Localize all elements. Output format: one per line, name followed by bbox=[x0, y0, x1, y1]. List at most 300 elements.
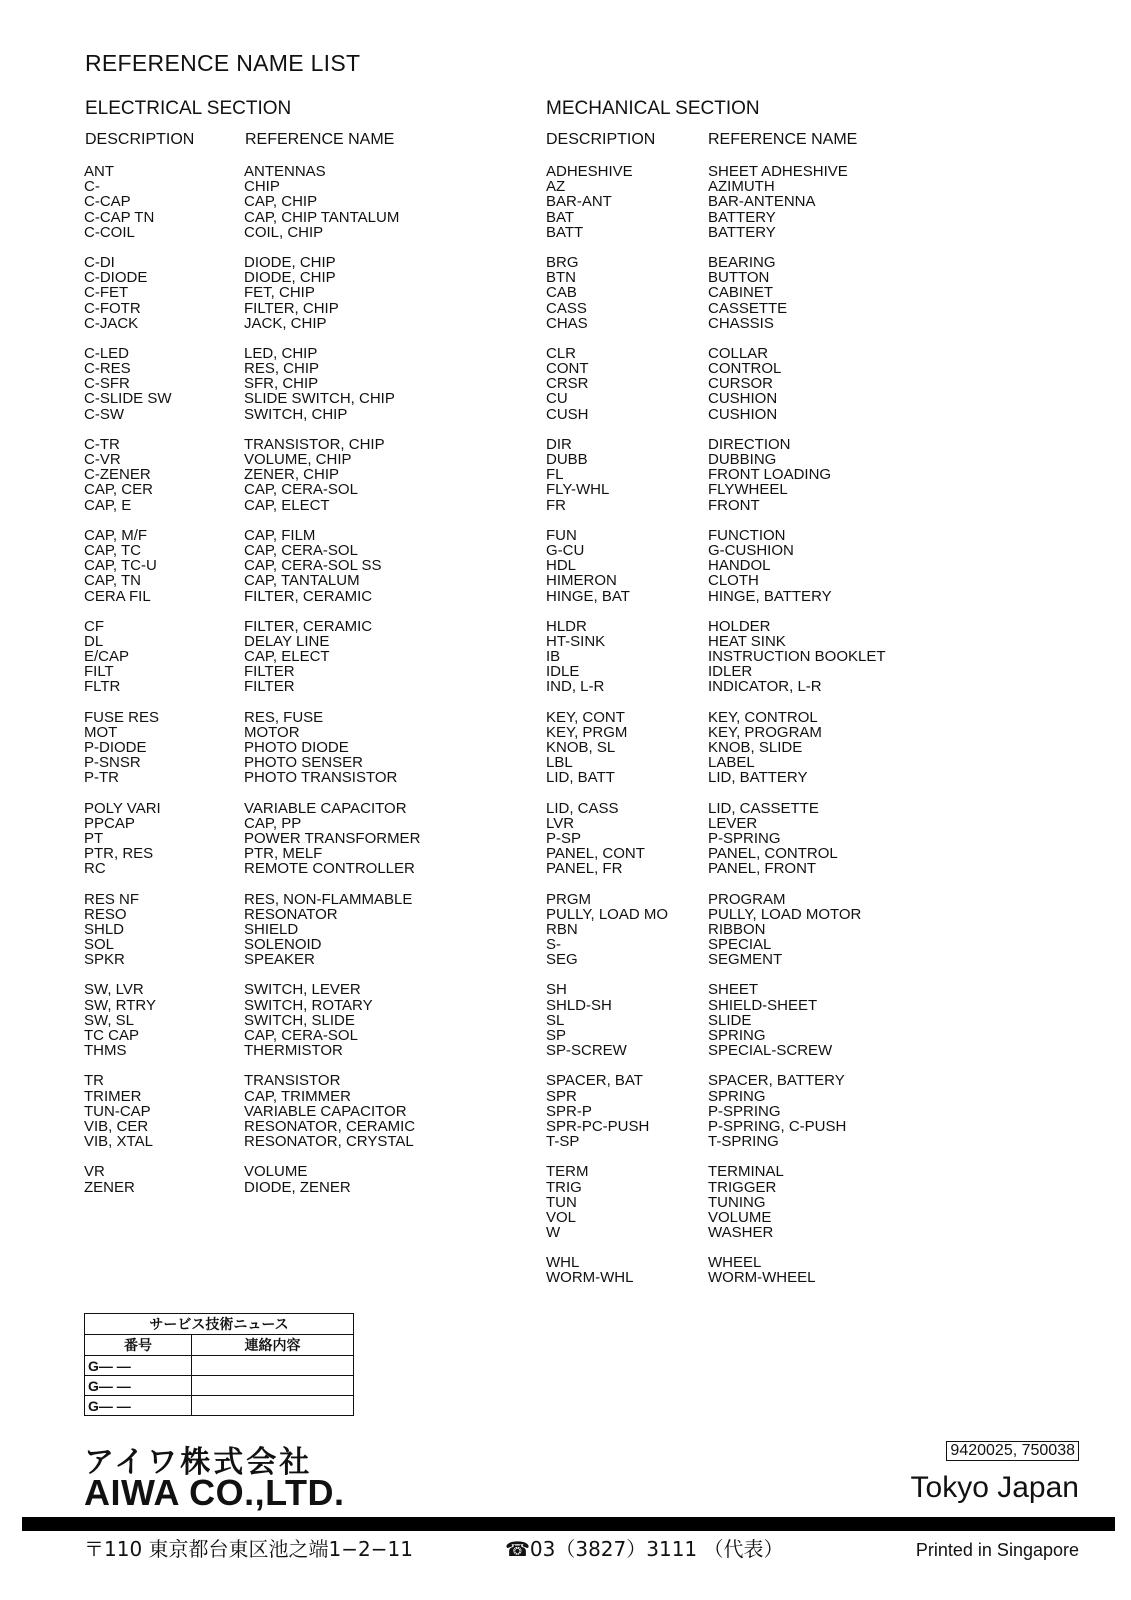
description-text: SL bbox=[546, 1011, 565, 1029]
electrical-reference-header: REFERENCE NAME bbox=[245, 131, 395, 148]
reference-name-text: DIODE, CHIP bbox=[244, 269, 336, 287]
entry-group bbox=[244, 710, 420, 786]
description-text: T-SP bbox=[546, 1133, 580, 1151]
reference-name-text: PANEL, CONTROL bbox=[708, 845, 838, 863]
description-text: KEY, CONT bbox=[546, 708, 625, 726]
description-text: P-SP bbox=[546, 829, 582, 847]
reference-name-text: SHEET bbox=[708, 981, 759, 999]
reference-name-text: SPACER, BATTERY bbox=[708, 1072, 845, 1090]
description-text: P-DIODE bbox=[84, 739, 147, 756]
reference-name-text: TUNING bbox=[708, 1193, 766, 1211]
description-text: SPKR bbox=[84, 951, 125, 969]
company-city: Tokyo Japan bbox=[910, 1471, 1079, 1504]
reference-name-text: P-SPRING, C-PUSH bbox=[708, 1117, 847, 1135]
description-text: FLTR bbox=[84, 678, 121, 696]
description-text: HT-SINK bbox=[546, 632, 606, 650]
entry-group bbox=[546, 1255, 668, 1285]
description-text: TUN bbox=[546, 1193, 577, 1211]
description-text: LID, BATT bbox=[546, 769, 615, 787]
description-text: CAP, TN bbox=[84, 572, 141, 590]
description-text: WORM-WHL bbox=[546, 1269, 634, 1287]
reference-name-text: SPECIAL-SCREW bbox=[708, 1042, 833, 1060]
description-text: CRSR bbox=[546, 375, 589, 393]
entry-group bbox=[546, 982, 668, 1058]
reference-name-text: POWER TRANSFORMER bbox=[244, 829, 421, 847]
description-text: RES NF bbox=[84, 890, 140, 908]
entry-group bbox=[708, 437, 886, 513]
entry-group bbox=[84, 437, 172, 513]
reference-name-text: SWITCH, LEVER bbox=[244, 981, 361, 999]
description-text: CASS bbox=[546, 299, 587, 317]
description-text: LBL bbox=[546, 754, 573, 772]
mechanical-section-title: MECHANICAL SECTION bbox=[546, 98, 760, 119]
reference-name-text: BUTTON bbox=[708, 269, 770, 287]
company-name-japanese: アイワ株式会社 bbox=[84, 1445, 313, 1480]
description-text: CF bbox=[84, 617, 104, 635]
reference-name-text: KEY, CONTROL bbox=[708, 708, 818, 726]
description-text: CAB bbox=[546, 284, 577, 302]
description-text: VIB, XTAL bbox=[84, 1133, 153, 1151]
mechanical-description-header: DESCRIPTION bbox=[546, 131, 656, 148]
reference-name-text: CONTROL bbox=[708, 360, 782, 378]
reference-name-text: RES, CHIP bbox=[244, 360, 320, 378]
reference-name-text: SHIELD-SHEET bbox=[708, 996, 818, 1014]
description-text: CLR bbox=[546, 344, 577, 362]
reference-name-text: TRIGGER bbox=[708, 1178, 777, 1196]
entry-group bbox=[708, 255, 886, 331]
description-text: CAP, M/F bbox=[84, 526, 148, 544]
reference-name-text: CAP, FILM bbox=[244, 526, 316, 544]
electrical-description-list bbox=[84, 164, 172, 1210]
company-phone: ☎03（3827）3111 （代表） bbox=[505, 1537, 784, 1561]
reference-name-text: AZIMUTH bbox=[708, 178, 775, 196]
reference-name-text: TRANSISTOR bbox=[244, 1072, 341, 1090]
description-text: TRIG bbox=[546, 1178, 582, 1196]
reference-name-text: G-CUSHION bbox=[708, 541, 794, 559]
description-text: C-SLIDE SW bbox=[84, 390, 172, 408]
description-text: C-CAP bbox=[84, 193, 131, 211]
printed-location: Printed in Singapore bbox=[915, 1540, 1079, 1560]
reference-name-text: LEVER bbox=[708, 814, 758, 832]
description-text: FILT bbox=[84, 663, 114, 681]
description-text: RESO bbox=[84, 905, 127, 923]
description-text: HIMERON bbox=[546, 572, 617, 590]
reference-name-text: BATTERY bbox=[708, 208, 776, 226]
table-row bbox=[85, 1356, 354, 1376]
table-row bbox=[85, 1376, 354, 1396]
reference-name-text: VARIABLE CAPACITOR bbox=[244, 1102, 407, 1120]
reference-name-text: CHIP bbox=[244, 178, 280, 196]
reference-name-text: REMOTE CONTROLLER bbox=[244, 860, 415, 878]
reference-name-text: PHOTO TRANSISTOR bbox=[244, 769, 398, 787]
entry-group bbox=[546, 892, 668, 968]
reference-name-text: THERMISTOR bbox=[244, 1042, 343, 1060]
entry-group bbox=[244, 982, 420, 1058]
description-text: C-FOTR bbox=[84, 299, 141, 317]
reference-name-text: LED, CHIP bbox=[244, 344, 318, 362]
reference-name-text: FLYWHEEL bbox=[708, 481, 788, 499]
entry-group bbox=[546, 346, 668, 422]
description-text: FUN bbox=[546, 526, 577, 544]
description-text: HINGE, BAT bbox=[546, 587, 630, 605]
reference-name-text: CAP, CHIP bbox=[244, 193, 318, 211]
description-text: RC bbox=[84, 860, 106, 878]
reference-name-text: CLOTH bbox=[708, 572, 759, 590]
reference-name-text: ZENER, CHIP bbox=[244, 466, 340, 484]
reference-name-text: FILTER, CERAMIC bbox=[244, 587, 373, 605]
entry-group bbox=[708, 346, 886, 422]
reference-name-text: VOLUME bbox=[708, 1208, 772, 1226]
entry-group bbox=[546, 164, 668, 240]
description-text: BRG bbox=[546, 253, 579, 271]
service-news-title: サービス技術ニュース bbox=[85, 1314, 354, 1335]
reference-name-text: SPEAKER bbox=[244, 951, 315, 969]
entry-group bbox=[244, 801, 420, 877]
description-text: SHLD bbox=[84, 920, 125, 938]
entry-group bbox=[546, 1164, 668, 1240]
reference-name-text: P-SPRING bbox=[708, 1102, 781, 1120]
entry-group bbox=[244, 1073, 420, 1149]
reference-name-text: FUNCTION bbox=[708, 526, 786, 544]
reference-name-text: CUSHION bbox=[708, 405, 778, 423]
reference-name-text: PULLY, LOAD MOTOR bbox=[708, 905, 862, 923]
description-text: FL bbox=[546, 466, 564, 484]
description-text: TRIMER bbox=[84, 1087, 142, 1105]
description-text: SHLD-SH bbox=[546, 996, 612, 1014]
reference-name-text: RESONATOR, CERAMIC bbox=[244, 1117, 416, 1135]
description-text: BTN bbox=[546, 269, 576, 287]
reference-name-text: PHOTO DIODE bbox=[244, 739, 349, 756]
description-text: SP bbox=[546, 1027, 567, 1044]
reference-name-text: COLLAR bbox=[708, 344, 769, 362]
reference-name-text: PANEL, FRONT bbox=[708, 860, 817, 878]
reference-name-text: FRONT LOADING bbox=[708, 466, 832, 484]
description-text: TERM bbox=[546, 1163, 589, 1181]
reference-name-text: FET, CHIP bbox=[244, 284, 315, 302]
reference-name-text: DUBBING bbox=[708, 451, 777, 468]
description-text: DL bbox=[84, 632, 104, 650]
entry-group bbox=[84, 710, 172, 786]
reference-name-text: SHIELD bbox=[244, 920, 299, 938]
description-text: E/CAP bbox=[84, 648, 130, 666]
page-title: REFERENCE NAME LIST bbox=[85, 50, 361, 76]
description-text: C-DIODE bbox=[84, 269, 148, 287]
reference-name-text: SWITCH, SLIDE bbox=[244, 1011, 355, 1029]
reference-name-text: CAP, CHIP TANTALUM bbox=[244, 208, 400, 226]
service-content-cell bbox=[192, 1396, 354, 1416]
reference-name-text: JACK, CHIP bbox=[244, 314, 327, 332]
reference-name-text: IDLER bbox=[708, 663, 753, 681]
reference-name-text: CAP, TANTALUM bbox=[244, 572, 360, 590]
description-text: VR bbox=[84, 1163, 105, 1181]
description-text: SPR bbox=[546, 1087, 577, 1105]
service-number-cell: G— — bbox=[85, 1396, 192, 1416]
description-text: C-RES bbox=[84, 360, 131, 378]
reference-name-text: CURSOR bbox=[708, 375, 774, 393]
description-text: P-SNSR bbox=[84, 754, 141, 772]
entry-group bbox=[546, 1073, 668, 1149]
reference-name-text: TERMINAL bbox=[708, 1163, 784, 1181]
entry-group bbox=[84, 255, 172, 331]
description-text: SOL bbox=[84, 936, 115, 954]
reference-name-text: DIODE, ZENER bbox=[244, 1178, 351, 1196]
description-text: PANEL, FR bbox=[546, 860, 623, 878]
entry-group bbox=[546, 255, 668, 331]
description-text: C-LED bbox=[84, 344, 130, 362]
reference-name-text: LABEL bbox=[708, 754, 755, 772]
entry-group bbox=[84, 346, 172, 422]
description-text: ANT bbox=[84, 163, 114, 180]
entry-group bbox=[546, 710, 668, 786]
description-text: CHAS bbox=[546, 314, 588, 332]
description-text: C-TR bbox=[84, 435, 120, 453]
reference-name-text: SHEET ADHESHIVE bbox=[708, 163, 848, 180]
description-text: C-VR bbox=[84, 451, 121, 468]
reference-name-text: VOLUME, CHIP bbox=[244, 451, 352, 468]
entry-group bbox=[84, 1164, 172, 1194]
reference-name-text: SEGMENT bbox=[708, 951, 783, 969]
entry-group bbox=[244, 164, 420, 240]
document-code: 9420025, 750038 bbox=[946, 1441, 1079, 1461]
entry-group bbox=[244, 255, 420, 331]
entry-group bbox=[84, 528, 172, 604]
reference-name-text: SPRING bbox=[708, 1027, 766, 1044]
description-text: LID, CASS bbox=[546, 799, 619, 817]
reference-name-text: INSTRUCTION BOOKLET bbox=[708, 648, 886, 666]
description-text: TUN-CAP bbox=[84, 1102, 151, 1120]
reference-name-text: BATTERY bbox=[708, 223, 776, 241]
reference-name-text: PTR, MELF bbox=[244, 845, 323, 863]
mechanical-description-list bbox=[546, 164, 668, 1301]
description-text: CAP, TC bbox=[84, 541, 141, 559]
reference-name-text: RIBBON bbox=[708, 920, 766, 938]
reference-name-text: CAP, TRIMMER bbox=[244, 1087, 351, 1105]
description-text: C-ZENER bbox=[84, 466, 151, 484]
entry-group bbox=[244, 528, 420, 604]
description-text: VIB, CER bbox=[84, 1117, 149, 1135]
description-text: C- bbox=[84, 178, 100, 196]
reference-name-text: CABINET bbox=[708, 284, 774, 302]
reference-name-text: PHOTO SENSER bbox=[244, 754, 363, 772]
entry-group bbox=[244, 1164, 420, 1194]
reference-name-text: LID, BATTERY bbox=[708, 769, 808, 787]
description-text: BAR-ANT bbox=[546, 193, 612, 211]
reference-name-text: DIODE, CHIP bbox=[244, 253, 336, 271]
reference-name-text: SLIDE bbox=[708, 1011, 752, 1029]
reference-name-text: RESONATOR, CRYSTAL bbox=[244, 1133, 414, 1151]
reference-name-text: CASSETTE bbox=[708, 299, 788, 317]
reference-name-text: CAP, CERA-SOL SS bbox=[244, 557, 382, 575]
description-text: G-CU bbox=[546, 541, 585, 559]
description-text: KEY, PRGM bbox=[546, 723, 628, 741]
reference-name-text: CHASSIS bbox=[708, 314, 774, 332]
entry-group bbox=[708, 1073, 886, 1149]
reference-name-text: CUSHION bbox=[708, 390, 778, 408]
description-text: CU bbox=[546, 390, 568, 408]
reference-name-text: LID, CASSETTE bbox=[708, 799, 819, 817]
reference-name-text: HOLDER bbox=[708, 617, 771, 635]
reference-name-text: BEARING bbox=[708, 253, 776, 271]
reference-name-text: SLIDE SWITCH, CHIP bbox=[244, 390, 395, 408]
entry-group bbox=[708, 1255, 886, 1285]
description-text: C-CAP TN bbox=[84, 208, 155, 226]
reference-name-text: PROGRAM bbox=[708, 890, 786, 908]
description-text: SPR-PC-PUSH bbox=[546, 1117, 650, 1135]
description-text: SW, SL bbox=[84, 1011, 135, 1029]
entry-group bbox=[708, 801, 886, 877]
description-text: VOL bbox=[546, 1208, 577, 1226]
electrical-reference-list bbox=[244, 164, 420, 1210]
service-number-header: 番号 bbox=[85, 1335, 192, 1356]
reference-name-text: SFR, CHIP bbox=[244, 375, 319, 393]
reference-name-text: DIRECTION bbox=[708, 435, 791, 453]
description-text: C-JACK bbox=[84, 314, 139, 332]
description-text: PTR, RES bbox=[84, 845, 154, 863]
company-name-english: AIWA CO.,LTD. bbox=[84, 1472, 345, 1513]
reference-name-text: SOLENOID bbox=[244, 936, 322, 954]
reference-name-text: VOLUME bbox=[244, 1163, 308, 1181]
description-text: DIR bbox=[546, 435, 572, 453]
description-text: LVR bbox=[546, 814, 575, 832]
reference-name-text: CAP, ELECT bbox=[244, 648, 330, 666]
description-text: PPCAP bbox=[84, 814, 135, 832]
description-text: POLY VARI bbox=[84, 799, 161, 817]
reference-name-text: VARIABLE CAPACITOR bbox=[244, 799, 407, 817]
reference-name-text: T-SPRING bbox=[708, 1133, 779, 1151]
description-text: SPR-P bbox=[546, 1102, 592, 1120]
description-text: BAT bbox=[546, 208, 575, 226]
footer-rule bbox=[22, 1517, 1115, 1531]
mechanical-reference-header: REFERENCE NAME bbox=[708, 131, 858, 148]
reference-name-text: KNOB, SLIDE bbox=[708, 739, 803, 756]
description-text: ADHESHIVE bbox=[546, 163, 633, 180]
reference-name-text: KEY, PROGRAM bbox=[708, 723, 822, 741]
description-text: CONT bbox=[546, 360, 589, 378]
description-text: AZ bbox=[546, 178, 566, 196]
reference-name-text: WASHER bbox=[708, 1224, 774, 1242]
description-text: PULLY, LOAD MO bbox=[546, 905, 668, 923]
reference-name-text: FILTER, CHIP bbox=[244, 299, 339, 317]
reference-name-text: COIL, CHIP bbox=[244, 223, 324, 241]
entry-group bbox=[708, 164, 886, 240]
description-text: C-COIL bbox=[84, 223, 135, 241]
entry-group bbox=[708, 710, 886, 786]
service-number-cell: G— — bbox=[85, 1376, 192, 1396]
description-text: SW, LVR bbox=[84, 981, 144, 999]
description-text: PRGM bbox=[546, 890, 591, 908]
entry-group bbox=[546, 528, 668, 604]
reference-name-text: WORM-WHEEL bbox=[708, 1269, 816, 1287]
electrical-section-title: ELECTRICAL SECTION bbox=[85, 98, 292, 119]
reference-name-text: CAP, CERA-SOL bbox=[244, 481, 358, 499]
description-text: SW, RTRY bbox=[84, 996, 156, 1014]
entry-group bbox=[708, 528, 886, 604]
description-text: FR bbox=[546, 496, 566, 514]
description-text: SH bbox=[546, 981, 567, 999]
service-number-cell: G— — bbox=[85, 1356, 192, 1376]
reference-name-text: MOTOR bbox=[244, 723, 300, 741]
electrical-description-header: DESCRIPTION bbox=[85, 131, 195, 148]
description-text: C-SW bbox=[84, 405, 124, 423]
description-text: C-DI bbox=[84, 253, 115, 271]
entry-group bbox=[708, 1164, 886, 1240]
company-address: 〒110 東京都台東区池之端1−2−11 bbox=[84, 1537, 413, 1561]
description-text: PT bbox=[84, 829, 104, 847]
table-row bbox=[85, 1396, 354, 1416]
description-text: IND, L-R bbox=[546, 678, 605, 696]
description-text: P-TR bbox=[84, 769, 119, 787]
reference-name-text: SWITCH, ROTARY bbox=[244, 996, 373, 1014]
reference-name-text: HINGE, BATTERY bbox=[708, 587, 832, 605]
mechanical-reference-list bbox=[708, 164, 886, 1301]
entry-group bbox=[708, 982, 886, 1058]
description-text: TC CAP bbox=[84, 1027, 140, 1044]
entry-group bbox=[84, 1073, 172, 1149]
entry-group bbox=[84, 164, 172, 240]
reference-name-text: RESONATOR bbox=[244, 905, 338, 923]
description-text: THMS bbox=[84, 1042, 127, 1060]
description-text: KNOB, SL bbox=[546, 739, 616, 756]
service-content-header: 連絡内容 bbox=[192, 1335, 354, 1356]
reference-name-text: CAP, CERA-SOL bbox=[244, 541, 358, 559]
entry-group bbox=[84, 982, 172, 1058]
entry-group bbox=[546, 619, 668, 695]
entry-group bbox=[546, 801, 668, 877]
description-text: CERA FIL bbox=[84, 587, 151, 605]
description-text: S- bbox=[546, 936, 561, 954]
entry-group bbox=[244, 892, 420, 968]
reference-name-text: FILTER bbox=[244, 663, 295, 681]
entry-group bbox=[546, 437, 668, 513]
entry-group bbox=[84, 801, 172, 877]
reference-name-text: RES, NON-FLAMMABLE bbox=[244, 890, 413, 908]
description-text: HLDR bbox=[546, 617, 587, 635]
reference-name-text: CAP, CERA-SOL bbox=[244, 1027, 358, 1044]
reference-name-text: TRANSISTOR, CHIP bbox=[244, 435, 385, 453]
reference-name-text: DELAY LINE bbox=[244, 632, 330, 650]
description-text: FLY-WHL bbox=[546, 481, 610, 499]
description-text: W bbox=[546, 1224, 561, 1242]
reference-name-text: BAR-ANTENNA bbox=[708, 193, 816, 211]
reference-name-text: SPRING bbox=[708, 1087, 766, 1105]
reference-name-text: INDICATOR, L-R bbox=[708, 678, 822, 696]
description-text: CAP, CER bbox=[84, 481, 153, 499]
description-text: C-SFR bbox=[84, 375, 130, 393]
description-text: SP-SCREW bbox=[546, 1042, 627, 1060]
reference-name-text: SWITCH, CHIP bbox=[244, 405, 348, 423]
entry-group bbox=[244, 346, 420, 422]
service-content-cell bbox=[192, 1356, 354, 1376]
description-text: WHL bbox=[546, 1254, 580, 1272]
reference-name-text: FILTER bbox=[244, 678, 295, 696]
reference-name-text: CAP, ELECT bbox=[244, 496, 330, 514]
reference-name-text: HANDOL bbox=[708, 557, 771, 575]
description-text: BATT bbox=[546, 223, 584, 241]
entry-group bbox=[84, 892, 172, 968]
reference-name-text: WHEEL bbox=[708, 1254, 762, 1272]
entry-group bbox=[244, 437, 420, 513]
reference-name-text: HEAT SINK bbox=[708, 632, 786, 650]
description-text: RBN bbox=[546, 920, 578, 938]
entry-group bbox=[708, 619, 886, 695]
service-news-table bbox=[84, 1313, 354, 1416]
service-content-cell bbox=[192, 1376, 354, 1396]
description-text: DUBB bbox=[546, 451, 588, 468]
description-text: IDLE bbox=[546, 663, 580, 681]
description-text: C-FET bbox=[84, 284, 129, 302]
reference-name-text: FRONT bbox=[708, 496, 760, 514]
reference-name-text: RES, FUSE bbox=[244, 708, 324, 726]
